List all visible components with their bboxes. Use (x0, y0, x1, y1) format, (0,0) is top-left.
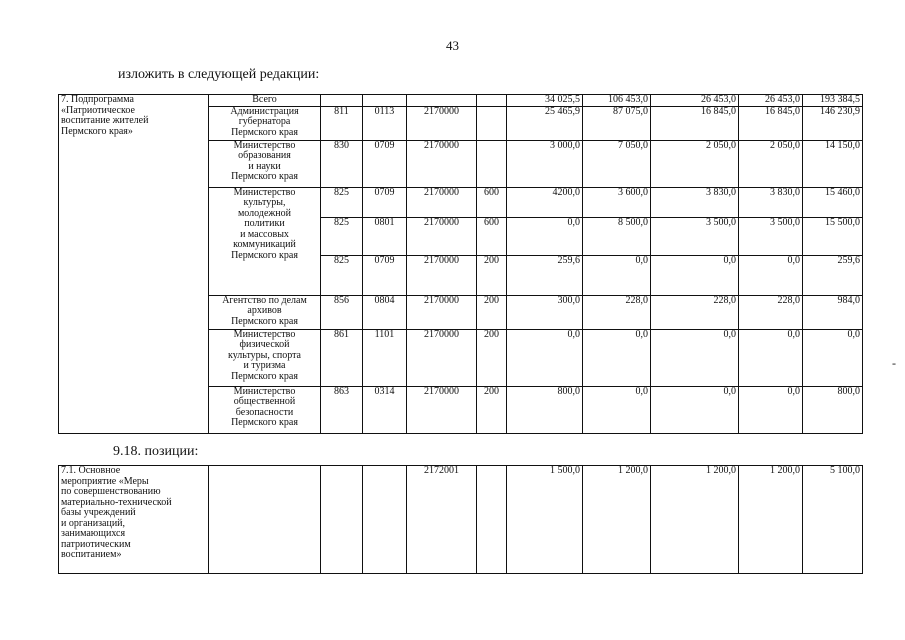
org-line: безопасности (235, 406, 294, 418)
program-name-cell (59, 95, 209, 434)
csr-cell: 2170000 (407, 106, 477, 140)
org-line: образования (238, 150, 291, 161)
value-cell: 34 025,5 (507, 95, 583, 107)
value-cell: 16 845,0 (739, 106, 803, 140)
grbs-cell: 825 (321, 255, 363, 295)
program-line: воспитание жителей (61, 115, 149, 126)
vr-cell (477, 140, 507, 187)
value-cell: 87 075,0 (583, 106, 651, 140)
value-cell: 0,0 (583, 386, 651, 433)
value-cell: 228,0 (583, 295, 651, 329)
value-cell: 0,0 (803, 329, 863, 386)
rzpr-cell: 0709 (363, 255, 407, 295)
activity-line: 7.1. Основное (61, 465, 121, 476)
value-cell: 228,0 (739, 295, 803, 329)
value-cell: 3 000,0 (507, 140, 583, 187)
grbs-cell: 861 (321, 329, 363, 386)
value-cell: 1 200,0 (651, 466, 739, 574)
grbs-cell (321, 95, 363, 107)
rzpr-cell (363, 466, 407, 574)
rzpr-cell: 0314 (363, 386, 407, 433)
value-cell: 1 200,0 (739, 466, 803, 574)
table-row (59, 466, 863, 574)
vr-cell: 200 (477, 255, 507, 295)
value-cell: 2 050,0 (739, 140, 803, 187)
value-cell: 0,0 (651, 329, 739, 386)
org-line: Пермского края (231, 370, 298, 382)
grbs-cell: 811 (321, 106, 363, 140)
value-cell: 228,0 (651, 295, 739, 329)
vr-cell: 200 (477, 329, 507, 386)
org-line: и массовых (240, 228, 289, 240)
org-line: Пермского края (231, 417, 298, 428)
csr-cell: 2170000 (407, 386, 477, 433)
vr-cell: 600 (477, 217, 507, 255)
value-cell: 800,0 (803, 386, 863, 433)
rzpr-cell: 0709 (363, 140, 407, 187)
csr-cell: 2170000 (407, 140, 477, 187)
grbs-cell: 825 (321, 187, 363, 217)
value-cell: 8 500,0 (583, 217, 651, 255)
value-cell: 3 500,0 (739, 217, 803, 255)
value-cell: 3 600,0 (583, 187, 651, 217)
value-cell: 16 845,0 (651, 106, 739, 140)
org-line: и туризма (243, 360, 286, 371)
value-cell: 259,6 (803, 255, 863, 295)
activity-line: базы учреждений (61, 507, 136, 518)
value-cell: 26 453,0 (739, 95, 803, 107)
value-cell: 3 500,0 (651, 217, 739, 255)
org-cell (209, 140, 321, 187)
org-line: Министерство (233, 329, 296, 340)
value-cell: 7 050,0 (583, 140, 651, 187)
vr-cell (477, 466, 507, 574)
value-cell: 1 500,0 (507, 466, 583, 574)
value-cell: 4200,0 (507, 187, 583, 217)
value-cell: 0,0 (739, 329, 803, 386)
csr-cell: 2170000 (407, 217, 477, 255)
csr-cell: 2170000 (407, 295, 477, 329)
rzpr-cell: 0709 (363, 187, 407, 217)
value-cell: 3 830,0 (739, 187, 803, 217)
org-cell (209, 295, 321, 329)
value-cell: 0,0 (507, 217, 583, 255)
org-line: Министерство (233, 140, 296, 151)
org-line: губернатора (238, 116, 291, 127)
program-line: 7. Подпрограмма (61, 94, 134, 105)
activity-line: занимающихся (61, 528, 126, 539)
value-cell: 0,0 (583, 255, 651, 295)
activity-name-cell (59, 466, 209, 574)
org-line: культуры, (243, 197, 286, 208)
org-line: молодежной (237, 207, 292, 219)
org-line: Министерство (233, 187, 296, 198)
value-cell: 0,0 (739, 386, 803, 433)
activity-line: материально-технической (61, 496, 172, 508)
org-line: Пермского края (231, 315, 298, 327)
value-cell: 300,0 (507, 295, 583, 329)
org-line: Администрация (230, 106, 299, 117)
org-line: коммуникаций (233, 239, 296, 250)
rzpr-cell: 0804 (363, 295, 407, 329)
value-cell: 1 200,0 (583, 466, 651, 574)
program-budget-table (58, 94, 863, 434)
value-cell: 14 150,0 (803, 140, 863, 187)
value-cell: 106 453,0 (583, 95, 651, 107)
grbs-cell: 863 (321, 386, 363, 433)
grbs-cell: 830 (321, 140, 363, 187)
value-cell: 3 830,0 (651, 187, 739, 217)
value-cell: 0,0 (739, 255, 803, 295)
org-line: Агентство по делам (222, 295, 307, 306)
org-line: архивов (247, 305, 282, 316)
grbs-cell: 825 (321, 217, 363, 255)
activity-line: по совершенствованию (61, 486, 161, 497)
org-line: и науки (248, 160, 281, 172)
rzpr-cell: 0113 (363, 106, 407, 140)
csr-cell: 2170000 (407, 329, 477, 386)
org-cell (209, 187, 321, 295)
org-cell (209, 466, 321, 574)
value-cell: 15 460,0 (803, 187, 863, 217)
org-line: Министерство (233, 386, 296, 397)
value-cell: 0,0 (651, 255, 739, 295)
org-cell (209, 106, 321, 140)
activity-table (58, 465, 863, 574)
value-cell: 15 500,0 (803, 217, 863, 255)
org-line: политики (244, 218, 285, 229)
activity-line: патриотическим (61, 538, 131, 550)
total-row (59, 95, 863, 107)
org-line: физической (239, 339, 290, 350)
program-line: «Патриотическое (61, 104, 135, 116)
org-line: культуры, спорта (228, 349, 301, 361)
section-heading: 9.18. позиции: (113, 444, 199, 459)
rzpr-cell (363, 95, 407, 107)
vr-cell: 200 (477, 295, 507, 329)
csr-cell: 2170000 (407, 187, 477, 217)
value-cell: 0,0 (651, 386, 739, 433)
value-cell: 2 050,0 (651, 140, 739, 187)
rzpr-cell: 0801 (363, 217, 407, 255)
rzpr-cell: 1101 (363, 329, 407, 386)
value-cell: 800,0 (507, 386, 583, 433)
activity-line: воспитанием» (61, 549, 122, 560)
value-cell: 193 384,5 (803, 95, 863, 107)
org-line: общественной (233, 396, 296, 407)
value-cell: 0,0 (507, 329, 583, 386)
org-cell (209, 329, 321, 386)
vr-cell: 600 (477, 187, 507, 217)
intro-text: изложить в следующей редакции: (118, 67, 320, 82)
activity-line: и организаций, (61, 517, 126, 529)
value-cell: 26 453,0 (651, 95, 739, 107)
grbs-cell: 856 (321, 295, 363, 329)
program-line: Пермского края» (61, 125, 133, 137)
total-label: Всего (209, 95, 321, 107)
value-cell: 146 230,9 (803, 106, 863, 140)
activity-line: мероприятие «Меры (61, 475, 149, 487)
vr-cell: 200 (477, 386, 507, 433)
grbs-cell (321, 466, 363, 574)
csr-cell (407, 95, 477, 107)
value-cell: 984,0 (803, 295, 863, 329)
page-number: 43 (446, 38, 459, 53)
value-cell: 0,0 (583, 329, 651, 386)
org-line: Пермского края (231, 249, 298, 261)
margin-mark: - (892, 356, 896, 370)
org-line: Пермского края (231, 126, 298, 138)
value-cell: 259,6 (507, 255, 583, 295)
csr-cell: 2170000 (407, 255, 477, 295)
value-cell: 25 465,9 (507, 106, 583, 140)
vr-cell (477, 106, 507, 140)
org-line: Пермского края (231, 171, 298, 182)
vr-cell (477, 95, 507, 107)
csr-cell: 2172001 (407, 466, 477, 574)
org-cell (209, 386, 321, 433)
value-cell: 5 100,0 (803, 466, 863, 574)
